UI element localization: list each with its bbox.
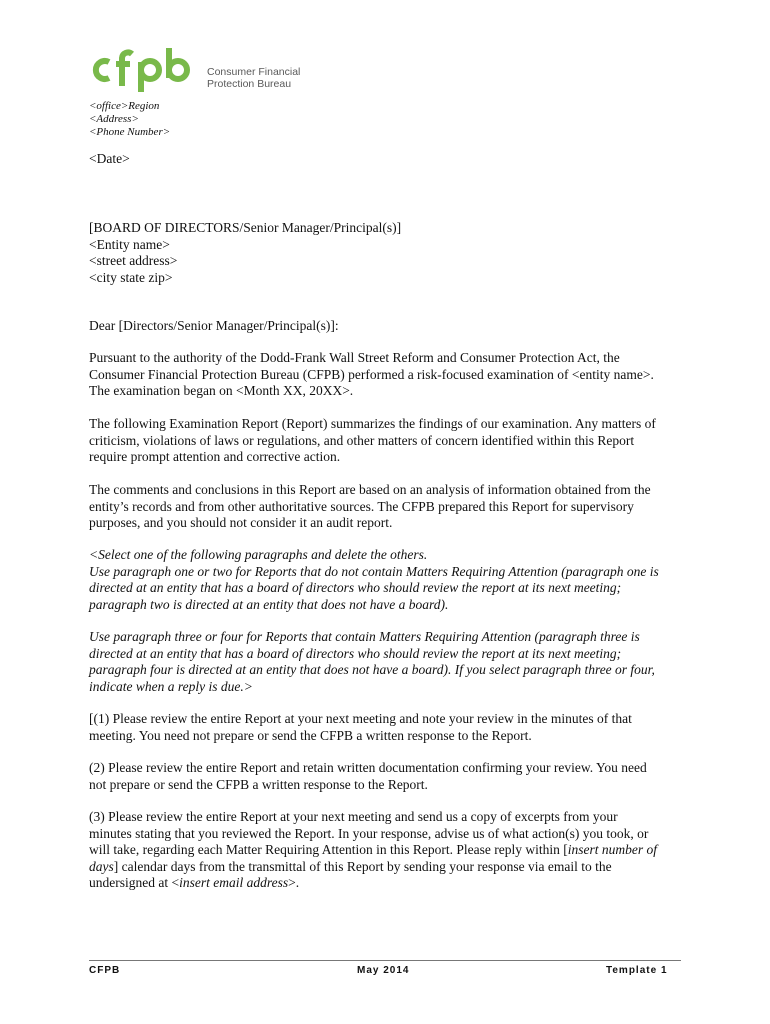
office-phone: <Phone Number> (89, 126, 171, 138)
placeholder-days: days (89, 858, 114, 874)
paragraph-authority (89, 350, 689, 400)
text-line: paragraph four is directed at an entity that does not have a board). If you select paragraph three or four, (89, 662, 655, 677)
text-line: purposes, and you should not consider it an audit report. (89, 515, 393, 530)
logo-agency-name (207, 67, 300, 90)
option-paragraph-1 (89, 711, 689, 744)
text-line: The examination began on <Month XX, 20XX>. (89, 383, 354, 398)
cfpb-logo (89, 46, 301, 94)
text-line: directed at an entity that has a board of directors who should review the report at its next meeting; (89, 645, 622, 661)
recipient-block (89, 220, 689, 286)
footer-divider (89, 960, 681, 961)
salutation (89, 318, 689, 335)
text-segment: >. (288, 875, 300, 890)
text-segment: will take, regarding each Matter Requiring Attention in this Report. Please reply within [ (89, 842, 568, 857)
text-line: paragraph two is directed at an entity that does not have a board). (89, 596, 449, 612)
placeholder-number-of-days: insert number of (567, 842, 658, 857)
text-line: Consumer Financial Protection Bureau (CFPB) performed a risk-focused examination of <entity name>. (89, 366, 654, 382)
office-address: <Address> (89, 113, 139, 125)
office-info (89, 100, 170, 139)
logo-name-line1: Consumer Financial (207, 66, 301, 78)
text-line: (2) Please review the entire Report and retain written documentation confirming your review. You need (89, 760, 647, 775)
text-line: require prompt attention and corrective action. (89, 449, 341, 464)
footer-date: May 2014 (357, 965, 410, 976)
text-line (89, 859, 689, 876)
footer-template: Template 1 (606, 965, 668, 976)
text-line: Pursuant to the authority of the Dodd-Frank Wall Street Reform and Consumer Protection Act, the (89, 350, 620, 365)
recipient-city-state-zip: <city state zip> (89, 269, 173, 285)
text-segment: undersigned at < (89, 875, 180, 890)
text-line (89, 875, 689, 892)
text-segment: ] calendar days from the transmittal of this Report by sending your response via email to the (113, 858, 612, 874)
paragraph-report-summary (89, 416, 689, 466)
letter-date (89, 151, 689, 168)
footer-left: CFPB (89, 965, 121, 976)
text-line: The following Examination Report (Report) summarizes the findings of our examination. Any matters of (89, 416, 656, 431)
option-paragraph-2 (89, 760, 689, 793)
text-line: minutes stating that you reviewed the Report. In your response, advise us of what action(s) you took, or (89, 825, 649, 841)
text-line: not prepare or send the CFPB a written response to the Report. (89, 776, 428, 792)
office-region: <office>Region (89, 100, 160, 112)
paragraph-comments (89, 482, 689, 532)
recipient-line1: [BOARD OF DIRECTORS/Senior Manager/Principal(s)] (89, 220, 402, 235)
placeholder-email-address: insert email address (179, 875, 289, 890)
text-line: directed at an entity that has a board of directors who should review the report at its next meeting; (89, 580, 622, 595)
instruction-paragraph-one-two (89, 547, 689, 613)
text-line: The comments and conclusions in this Report are based on an analysis of information obtained from the (89, 482, 651, 497)
salutation-text: Dear [Directors/Senior Manager/Principal(s)]: (89, 318, 339, 333)
recipient-entity-name: <Entity name> (89, 236, 170, 252)
recipient-street: <street address> (89, 253, 178, 268)
option-paragraph-3 (89, 809, 689, 892)
date-text: <Date> (89, 151, 130, 166)
text-line: (3) Please review the entire Report at your next meeting and send us a copy of excerpts from your (89, 809, 618, 824)
cfpb-wordmark-icon (89, 46, 201, 94)
text-line: meeting. You need not prepare or send the CFPB a written response to the Report. (89, 727, 532, 743)
text-line: criticism, violations of laws or regulations, and other matters of concern identified within this Report (89, 432, 635, 448)
text-line: <Select one of the following paragraphs and delete the others. (89, 547, 428, 562)
text-line: entity’s records and from other authoritative sources. The CFPB prepared this Report for supervisory (89, 498, 634, 514)
text-line (89, 842, 689, 859)
text-line: Use paragraph three or four for Reports that contain Matters Requiring Attention (paragraph three is (89, 629, 640, 644)
logo-name-line2: Protection Bureau (207, 77, 292, 90)
instruction-paragraph-three-four (89, 629, 689, 695)
text-line: Use paragraph one or two for Reports that do not contain Matters Requiring Attention (paragraph one is (89, 563, 659, 579)
text-line: indicate when a reply is due.> (89, 678, 253, 694)
text-line: [(1) Please review the entire Report at your next meeting and note your review in the minutes of that (89, 711, 632, 726)
